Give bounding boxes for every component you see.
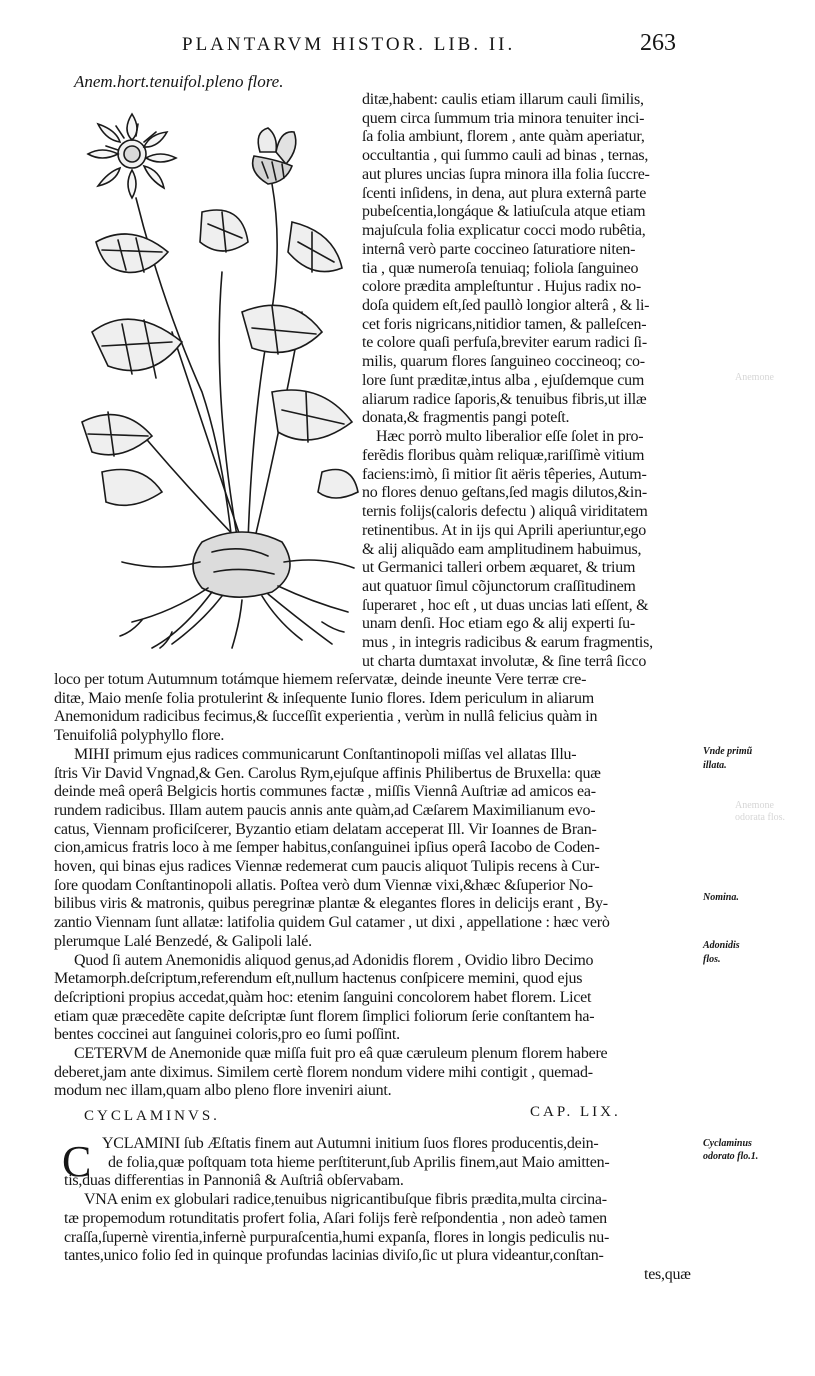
text-line: de folia,quæ poſtquam tota hieme perſtiterunt,ſub Aprilis finem,aut Maio amitten-: [108, 1153, 610, 1171]
text-line: aliarum radice ſaporis,& tenuibus fibris,ut illæ: [362, 390, 647, 408]
text-line: tis,duas differentias in Pannoniâ & Auſtriâ obſervabam.: [64, 1172, 404, 1190]
text-line: milis, quarum flores ſanguineo coccineoq; co-: [362, 353, 645, 371]
root-tuber: [120, 532, 354, 648]
text-line: pubeſcentia,longáque & latiuſcula atque etiam: [362, 203, 646, 221]
drop-cap: C: [62, 1137, 92, 1186]
open-flower: [88, 114, 176, 198]
text-line: doſa quidem eſt,ſed paullò longior alterâ , & li-: [362, 297, 650, 315]
text-line: retinentibus. At in ijs qui Aprili aperiuntur,ego: [362, 521, 646, 539]
text-line: ditæ,habent: caulis etiam illarum cauli ſimilis,: [362, 91, 644, 108]
text-line: CETERVM de Anemonide quæ miſſa fuit pro eâ quæ cæruleum plenum florem habere: [74, 1045, 608, 1062]
page-number: 263: [640, 30, 676, 56]
side-note: illata.: [703, 760, 727, 771]
side-note: Adonidis: [703, 940, 740, 951]
text-line: deberet,jam ante diximus. Similem certè florem nondum videre mihi contigit , quemad-: [54, 1063, 593, 1081]
ghost-note: Anemone: [735, 372, 774, 383]
text-line: tes,quæ: [644, 1265, 691, 1283]
chapter-number: CAP. LIX.: [530, 1104, 621, 1120]
text-line: & alij aliquãdo eam amplitudinem habuimus,: [362, 540, 642, 558]
figure-caption: Anem.hort.tenuifol.pleno flore.: [74, 72, 284, 91]
text-line: majuſcula folia explicatur cocci modo rubêtia,: [362, 222, 646, 240]
text-line: ſtris Vir David Vngnad,& Gen. Carolus Rym,ejuſque affinis Philibertus de Bruxella: quæ: [54, 764, 601, 782]
text-line: lore ſunt præditæ,intus alba , ejuſdemque cum: [362, 371, 645, 389]
text-line: Metamorph.deſcriptum,referendum eſt,nullum hactenus conſpicere memini, quod ejus: [54, 970, 583, 988]
text-line: bilibus viris & matronis, quibus peregrinæ plantæ & elegantes flores in delicijs erant , By-: [54, 895, 608, 913]
text-line: donata,& fragmentis pangi poteſt.: [362, 409, 570, 427]
text-line: tantes,unico folio ſed in quinque profundas lacinias diviſo,ſic ut plura videantur,conſtan-: [64, 1247, 604, 1265]
text-line: faciens:imò, ſi mitior ſit aëris têperies, Autum-: [362, 465, 647, 483]
text-line: colore prædita ampleſtuntur . Hujus radix no-: [362, 278, 641, 296]
text-line: ſore quodam Conſtantinopoli allatis. Poſtea verò dum Viennæ vixi,&hæc &ſuperior No-: [54, 876, 593, 894]
text-line: etiam quæ præcedẽte capite deſcriptæ ſunt florem ſimplici foliorum ſerie conſtantem ha-: [54, 1007, 595, 1025]
text-line: ferẽdis floribus quàm reliquæ,rariſſimè vitium: [362, 446, 645, 464]
text-line: cet foris nigricans,nitidior tamen, & palleſcen-: [362, 315, 647, 333]
text-line: occultantia , qui ſummo cauli ad binas , ternas,: [362, 147, 649, 165]
text-line: ſuperaret , hoc eſt , ut duas uncias lati eſſent, &: [362, 596, 649, 614]
text-line: ditæ, Maio menſe folia protulerint & inſequente Iunio flores. Idem periculum in aliarum: [54, 689, 594, 707]
text-line: ternis folijs(caloris defectu ) aliquâ viriditatem: [362, 503, 648, 521]
side-note: Vnde primũ: [703, 746, 753, 757]
text-line: catus, Viennam proficiſcerer, Byzantio etiam delatam acceperat Ill. Vir Ioannes de Bran-: [54, 820, 597, 838]
text-line: MIHI primum ejus radices communicarunt Conſtantinopoli miſſas vel allatas Illu-: [74, 745, 577, 763]
text-line: tia , quæ numeroſa tenuiaq; foliola ſanguineo: [362, 259, 639, 277]
ghost-note: odorata flos.: [735, 812, 785, 823]
side-note: odorato flo.1.: [703, 1151, 759, 1162]
chapter-title: CYCLAMINVS.: [84, 1108, 220, 1124]
text-line: hoven, qui binas ejus radices Viennæ redemerat cum paucis aliquot Tulipis recens à Cur-: [54, 858, 600, 875]
text-line: plerumque Lalé Benzedé, & Galipoli lalé.: [54, 932, 312, 950]
text-line: ut Germanici talleri orbem æquaret, & trium: [362, 559, 636, 577]
text-line: bentes coccinei aut ſanguinei coloris,pro eo ſumi poſſint.: [54, 1026, 400, 1044]
text-line: VNA enim ex globulari radice,tenuibus nigricantibuſque fibris prædita,multa circina-: [84, 1191, 607, 1209]
side-note: flos.: [703, 954, 721, 965]
text-line: te colore quaſi perfuſa,breviter earum radici ſi-: [362, 334, 647, 352]
text-line: craſſa,ſupernè virentia,infernè purpuraſcentia,humi expanſa, flores in longis pediculis nu-: [64, 1228, 610, 1246]
text-line: Anemonidum radicibus fecimus,& ſucceſſit experientia , verùm in nullâ felicius quàm in: [54, 708, 598, 726]
text-line: mus , in integris radicibus & earum fragmentis,: [362, 634, 653, 652]
anemone-woodcut-illustration: [72, 92, 362, 652]
side-note: Cyclaminus: [703, 1138, 752, 1149]
text-line: loco per totum Autumnum totámque hiemem reſervatæ, deinde ineunte Vere terræ cre-: [54, 671, 587, 688]
text-line: no flores denuo geſtans,ſed magis dilutos,&in-: [362, 484, 647, 502]
text-line: deſcriptioni propius accedat,quàm hoc: etenim ſanguini concolorem habet florem. Licet: [54, 988, 592, 1006]
text-line: rundem radicibus. Illam autem paucis annis ante quàm,ad Cæſarem Maximilianum evo-: [54, 801, 596, 819]
text-line: cion,amicus fratris loco à me ſemper habitus,conſanguinei ipſius operâ Iacobo de Coden-: [54, 839, 600, 857]
text-line: modum nec illam,quam albo pleno flore inveniri aiunt.: [54, 1082, 392, 1100]
ghost-note: Anemone: [735, 800, 774, 811]
text-line: Hæc porrò multo liberalior eſſe ſolet in pro-: [376, 428, 644, 446]
text-line: internâ verò parte coccineo ſaturatiore niten-: [362, 240, 636, 258]
text-line: YCLAMINI ſub Æſtatis finem aut Autumni initium ſuos flores producentis,dein-: [102, 1135, 599, 1152]
running-title: PLANTARVM HISTOR. LIB. II.: [182, 34, 516, 55]
text-line: deinde meâ operâ Belgicis hortis communes factæ , miſſis Viennâ Auſtriæ ad amicos ea-: [54, 783, 596, 801]
text-line: ſcenti inſidens, in dena, aut plura externâ parte: [362, 184, 647, 202]
text-line: tæ propemodum rotunditatis profert folia, Aſari folijs ferè reſpondentia , non adeò tamen: [64, 1209, 607, 1227]
text-line: aut quatuor ſimul cõjunctorum craſſitudinem: [362, 577, 636, 595]
text-line: ſa folia ambiunt, florem , ante quàm aperiatur,: [362, 128, 645, 146]
text-line: ut charta dumtaxat involutæ, & ſine terrâ ſicco: [362, 652, 647, 670]
text-line: quem circa ſummum tria minora tenuiter inci-: [362, 109, 645, 127]
text-line: unam denſi. Hoc etiam ego & alij experti ſu-: [362, 615, 635, 633]
text-line: aut plures uncias ſupra minora illa folia ſuccre-: [362, 165, 650, 183]
closed-flower: [253, 128, 296, 184]
side-note: Nomina.: [703, 892, 739, 903]
text-line: Quod ſi autem Anemonidis aliquod genus,ad Adonidis florem , Ovidio libro Decimo: [74, 951, 594, 969]
text-line: zantio Viennam ſunt allatæ: latifolia quidem Gul catamer , ut dixi , appellatione : hæc verò: [54, 914, 610, 932]
text-line: Tenuifoliâ polyphyllo flore.: [54, 727, 225, 745]
